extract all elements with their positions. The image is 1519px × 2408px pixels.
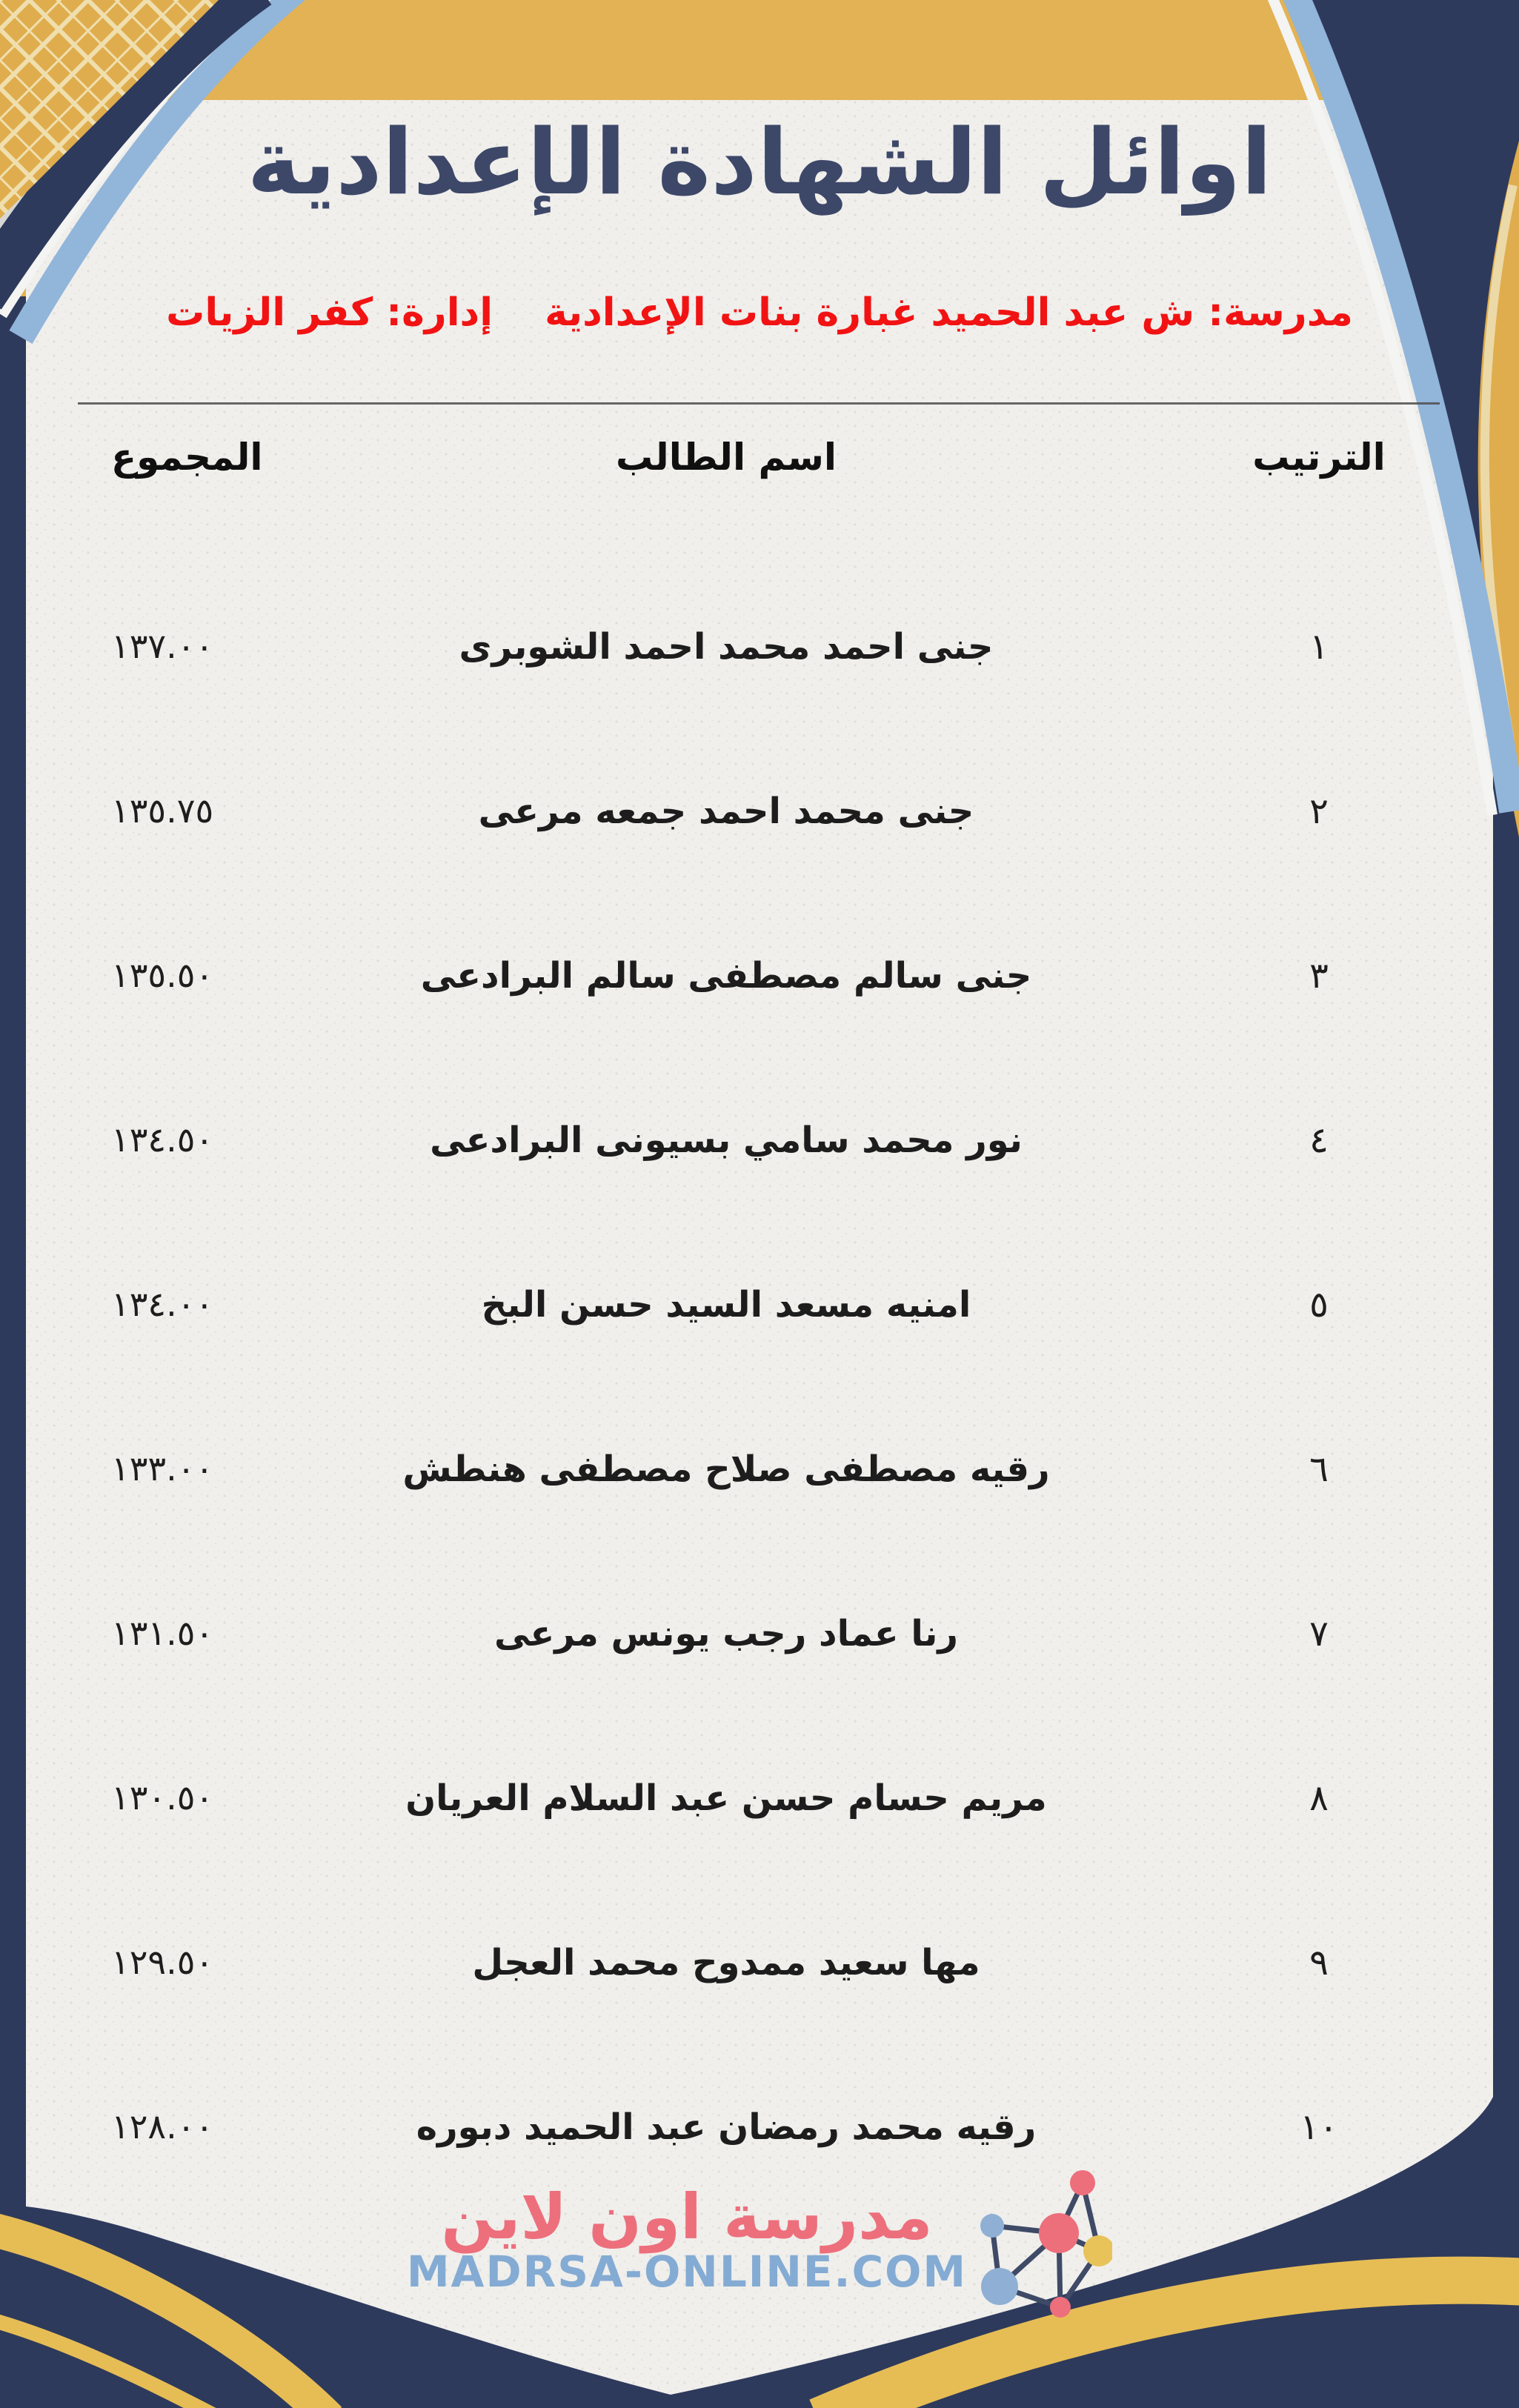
table-row bbox=[0, 1284, 1519, 1351]
total-cell: ١٣٠.٥٠ bbox=[111, 1777, 214, 1817]
table-row bbox=[0, 1449, 1519, 1515]
rank-cell: ٥ bbox=[1309, 1284, 1329, 1326]
brand-latin: MADRSA-ONLINE.COM bbox=[406, 2246, 968, 2298]
total-cell: ١٣١.٥٠ bbox=[111, 1613, 214, 1653]
table-row bbox=[0, 1777, 1519, 1844]
table-row bbox=[0, 955, 1519, 1022]
name-cell: نور محمد سامي بسيونى البرادعى bbox=[430, 1120, 1023, 1161]
table-row bbox=[0, 1942, 1519, 2009]
rank-cell: ٦ bbox=[1309, 1449, 1329, 1490]
table-row bbox=[0, 1613, 1519, 1680]
name-header: اسم الطالب bbox=[615, 436, 837, 479]
table-row bbox=[0, 1120, 1519, 1186]
rank-cell: ٨ bbox=[1309, 1777, 1329, 1819]
rank-cell: ٩ bbox=[1309, 1942, 1329, 1983]
table-row bbox=[0, 626, 1519, 693]
brand-text bbox=[406, 2180, 968, 2298]
total-header: المجموع bbox=[111, 436, 263, 479]
rank-cell: ٣ bbox=[1309, 955, 1329, 997]
district-name: إدارة: كفر الزيات bbox=[166, 290, 493, 335]
name-cell: مريم حسام حسن عبد السلام العريان bbox=[405, 1777, 1047, 1819]
name-cell: رقيه مصطفى صلاح مصطفى هنطش bbox=[402, 1449, 1050, 1490]
network-graph-icon bbox=[971, 2162, 1112, 2318]
total-cell: ١٣٥.٥٠ bbox=[111, 955, 214, 995]
rank-header: الترتيب bbox=[1252, 436, 1386, 479]
brand-arabic: مدرسة اون لاين bbox=[441, 2180, 933, 2253]
table-header-row bbox=[0, 436, 1519, 502]
name-cell: جنى سالم مصطفى سالم البرادعى bbox=[420, 955, 1032, 997]
rank-cell: ١٠ bbox=[1300, 2106, 1338, 2148]
rank-cell: ٤ bbox=[1309, 1120, 1329, 1161]
footer-brand bbox=[0, 2162, 1519, 2318]
school-name: مدرسة: ش عبد الحميد غبارة بنات الإعدادية bbox=[545, 290, 1353, 335]
name-cell: امنيه مسعد السيد حسن البخ bbox=[481, 1284, 971, 1326]
rank-cell: ٢ bbox=[1309, 791, 1329, 832]
name-cell: جنى محمد احمد جمعه مرعى bbox=[478, 791, 974, 832]
table-row bbox=[0, 791, 1519, 857]
rank-cell: ٧ bbox=[1309, 1613, 1329, 1654]
total-cell: ١٣٧.٠٠ bbox=[111, 626, 214, 666]
name-cell: رقيه محمد رمضان عبد الحميد دبوره bbox=[416, 2106, 1037, 2148]
name-cell: رنا عماد رجب يونس مرعى bbox=[493, 1613, 959, 1654]
total-cell: ١٣٤.٥٠ bbox=[111, 1120, 214, 1160]
total-cell: ١٣٥.٧٥ bbox=[111, 791, 214, 831]
total-cell: ١٢٩.٥٠ bbox=[111, 1942, 214, 1982]
name-cell: مها سعيد ممدوح محمد العجل bbox=[472, 1942, 980, 1983]
rank-cell: ١ bbox=[1309, 626, 1329, 668]
total-cell: ١٢٨.٠٠ bbox=[111, 2106, 214, 2146]
total-cell: ١٣٣.٠٠ bbox=[111, 1449, 214, 1489]
total-cell: ١٣٤.٠٠ bbox=[111, 1284, 214, 1324]
name-cell: جنى احمد محمد احمد الشوبرى bbox=[459, 626, 994, 668]
page-title: اوائل الشهادة الإعدادية bbox=[247, 110, 1272, 215]
